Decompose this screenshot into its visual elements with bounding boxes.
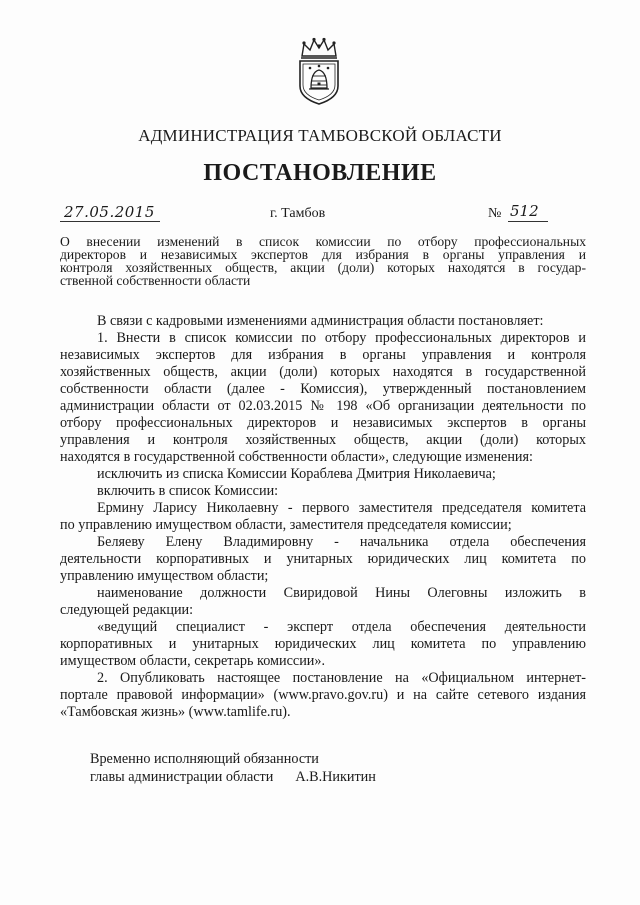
city-label: г. Тамбов bbox=[270, 206, 326, 221]
signatory-name: А.В.Никитин bbox=[295, 769, 376, 785]
number-label: № bbox=[488, 206, 502, 221]
body-line: хозяйственных обществ, акции (доли) которых находятся в государственной bbox=[60, 364, 586, 380]
body-line: по управлению имуществом области, заместителя председателя комиссии; bbox=[60, 517, 512, 533]
subject-line: О внесении изменений в список комиссии по отбору профессиональных bbox=[60, 234, 586, 249]
body-line: «Тамбовская жизнь» (www.tamlife.ru). bbox=[60, 704, 291, 720]
body-line: находятся в государственной собственности области», следующие изменения: bbox=[60, 449, 533, 465]
body-line: администрации области от 02.03.2015 № 198 «Об организации деятельности по bbox=[60, 398, 586, 414]
body-line: корпоративных и унитарных юридических лиц комитета по управлению bbox=[60, 636, 586, 652]
coat-of-arms-icon bbox=[292, 36, 346, 106]
signature-row bbox=[90, 768, 376, 786]
organization-title: АДМИНИСТРАЦИЯ ТАМБОВСКОЙ ОБЛАСТИ bbox=[138, 126, 502, 145]
handwritten-date: 27.05.2015 bbox=[64, 203, 155, 221]
body-line: собственности области (далее - Комиссия), утвержденный постановлением bbox=[60, 381, 586, 397]
signatory-position-line2: главы администрации области bbox=[90, 769, 274, 785]
body-line: управлению имуществом области; bbox=[60, 568, 269, 584]
number-underline bbox=[508, 221, 548, 222]
body-line: следующей редакции: bbox=[60, 602, 194, 618]
body-line: наименование должности Свиридовой Нины Олеговны изложить в bbox=[97, 585, 586, 601]
body-line: независимых экспертов для избрания в органы управления и контроля bbox=[60, 347, 586, 363]
signatory-position: Временно исполняющий обязанности bbox=[90, 751, 319, 767]
document-type-title: ПОСТАНОВЛЕНИЕ bbox=[203, 160, 437, 186]
subject-line: контроля хозяйственных обществ, акции (доли) которых находятся в государ- bbox=[60, 260, 586, 275]
signature-block bbox=[90, 750, 376, 786]
body-line: Ермину Ларису Николаевну - первого заместителя председателя комитета bbox=[97, 500, 586, 516]
body-line: деятельности корпоративных и унитарных юридических лиц комитета по bbox=[60, 551, 586, 567]
document-subject bbox=[60, 235, 586, 287]
body-line: Беляеву Елену Владимировну - начальника отдела обеспечения bbox=[97, 534, 586, 550]
body-line: В связи с кадровыми изменениями администрация области постановляет: bbox=[97, 313, 544, 329]
body-line: исключить из списка Комиссии Кораблева Дмитрия Николаевича; bbox=[97, 466, 496, 482]
handwritten-number: 512 bbox=[510, 202, 539, 220]
subject-line: ственной собственности области bbox=[60, 273, 251, 288]
date-underline bbox=[60, 221, 160, 222]
body-line: управления и контроля хозяйственных обществ, акции (доли) которых bbox=[60, 432, 586, 448]
body-line: «ведущий специалист - эксперт отдела обеспечения деятельности bbox=[97, 619, 586, 635]
document-body bbox=[60, 313, 586, 721]
body-line: 2. Опубликовать настоящее постановление на «Официальном интернет- bbox=[97, 670, 586, 686]
body-line: портале правовой информации» (www.pravo.gov.ru) и на сайте сетевого издания bbox=[60, 687, 586, 703]
body-line: отбору профессиональных директоров и независимых экспертов в органы bbox=[60, 415, 586, 431]
body-line: 1. Внести в список комиссии по отбору профессиональных директоров и bbox=[97, 330, 586, 346]
subject-line: директоров и независимых экспертов для избрания в органы управления и bbox=[60, 247, 586, 262]
body-line: включить в список Комиссии: bbox=[97, 483, 279, 499]
body-line: имуществом области, секретарь комиссии». bbox=[60, 653, 326, 669]
